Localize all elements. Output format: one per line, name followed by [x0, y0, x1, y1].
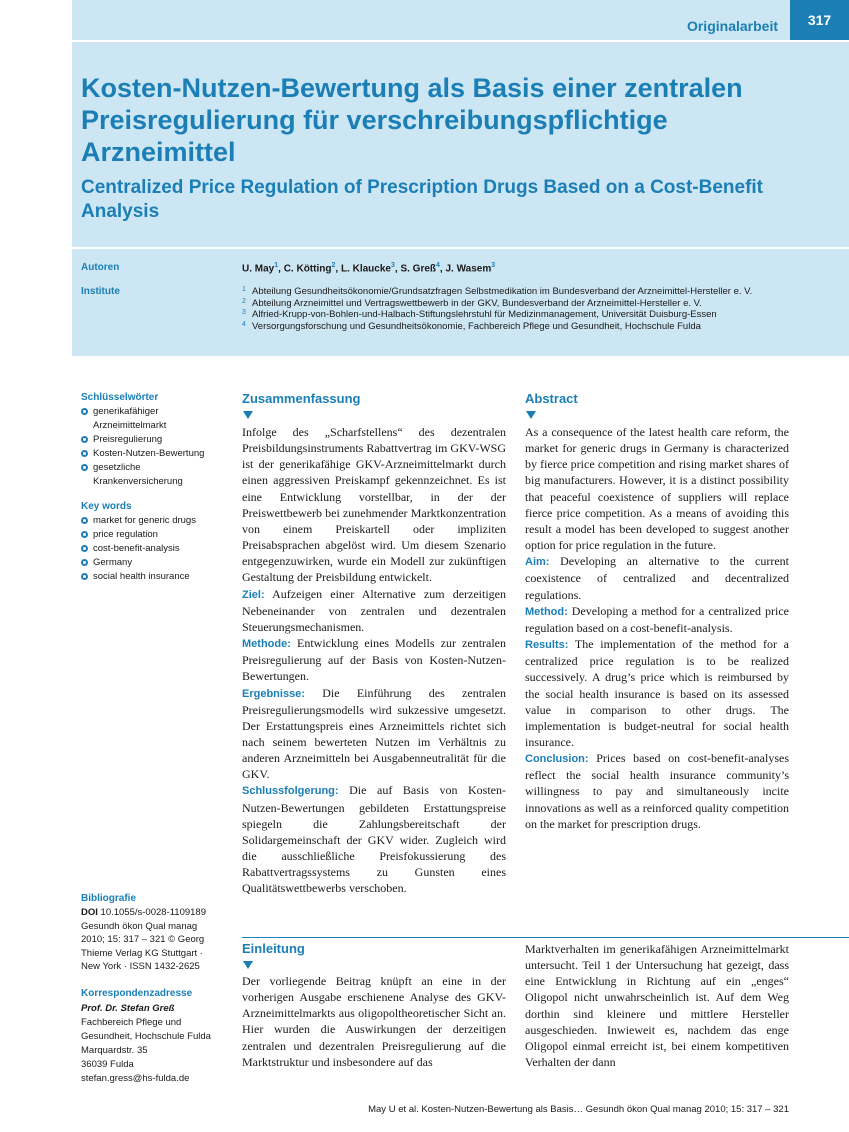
institute-text: Abteilung Arzneimittel und Vertragswettbewerb in der GKV, Bundesverband der Arzneimittel-Hersteller e. V. — [252, 297, 702, 309]
abstract-section-text: Die Einführung des zentralen Preisregulierungsmodells wird sukzessive umgesetzt. Der Erstattungspreis eines Arzneimittels richtet sich nach seinem bewerteten Nutzen im Verhältnis zu anderen Arzneimitteln bei Ausgabenneutralität für die GKV. — [242, 685, 507, 782]
bullet-icon — [81, 517, 88, 524]
article-title-german: Kosten-Nutzen-Bewertung als Basis einer zentralen Preisregulierung für verschreibungspflichtige Arzneimittel — [81, 73, 743, 167]
author-name: C. Kötting — [283, 263, 332, 275]
keyword-item — [81, 570, 226, 584]
bullet-icon — [81, 464, 88, 471]
author-separator: , — [394, 263, 401, 275]
keyword-text: Germany — [93, 557, 133, 568]
keyword-text: social health insurance — [93, 571, 190, 582]
abstract-section-label: Aim: — [525, 556, 550, 569]
keyword-text: Preisregulierung — [93, 434, 163, 445]
keyword-item — [81, 405, 226, 433]
keyword-item — [81, 528, 226, 542]
keyword-item — [81, 542, 226, 556]
bullet-icon — [81, 450, 88, 457]
doi-label: DOI — [81, 907, 98, 918]
abstract-section-label: Method: — [525, 605, 568, 618]
bibliography-line: 2010; 15: 317 – 321 © Georg — [81, 934, 205, 945]
bullet-icon — [81, 573, 88, 580]
abstract-section-text: Die auf Basis von Kosten-Nutzen-Bewertungen gebildeten Erstattungspreise spiegeln die Zahlungsbereitschaft der Solidargemeinschaft der GKV wider. Zugleich wird die ausschließliche Preisfokussierung des Rabattvertragssystems zu Gunsten eines Qualitätswettbewerbs verschoben. — [242, 783, 506, 896]
abstract-heading: Abstract — [525, 391, 578, 406]
correspondence-line: Gesundheit, Hochschule Fulda — [81, 1031, 211, 1042]
abstract-section — [525, 750, 789, 832]
header-divider — [72, 247, 849, 249]
keyword-item — [81, 514, 226, 528]
triangle-down-icon — [243, 961, 253, 969]
keyword-text: generikafähiger Arzneimittelmarkt — [93, 406, 167, 431]
author-separator: , — [278, 263, 284, 275]
doi-value: 10.1055/s-0028-1109189 — [100, 907, 207, 918]
author-separator: , — [439, 263, 446, 275]
authors-label: Autoren — [81, 262, 120, 273]
keywords-english-list — [81, 514, 226, 584]
abstract-intro: Infolge des „Scharfstellens“ des dezentralen Preisbildungsinstruments Rabattvertrag im GKV-WSG ist der generikafähige GKV-Arzneimittelmarkt durch einen aggressiven Preiskampf gekennzeichnet. Es ist eine Entwicklung vorstellbar, in der der Preiswettbewerb bei zunehmender Marktkonzentration von einem Preiskartell oder impliziten Preisabsprachen abgelöst wird. Um diesem Szenario entgegenzuwirken, wurde ein Modell zur zukünftigen Gestaltung der Preisbildung entwickelt. — [242, 425, 506, 585]
bibliography-line: Gesundh ökon Qual manag — [81, 920, 198, 932]
keyword-text: cost-benefit-analysis — [93, 543, 180, 554]
bullet-icon — [81, 559, 88, 566]
abstract-section-text: Prices based on cost-benefit-analyses reflect the social health insurance community’s willingness to pay and simultaneously incite innovations as well as a reinforced quality competition on the market for prescription drugs. — [525, 751, 789, 831]
institute-number: 1 — [242, 286, 246, 293]
body-paragraph: Marktverhalten im generikafähigen Arzneimittelmarkt untersucht. Teil 1 der Untersuchung hat gezeigt, dass eine Entwicklung in Richtung auf ein „enges“ Oligopol nicht unwahrscheinlich ist. Auf dem Weg dorthin sind kleinere und mittlere Hersteller ausgeschieden. Inwieweit es, nachdem das enge Oligopol einmal erreicht ist, bei einem kompetitiven Verhalten der dann — [525, 942, 789, 1070]
institute-item — [242, 286, 802, 298]
institutes-label: Institute — [81, 286, 120, 297]
keywords-english-heading: Key words — [81, 501, 132, 512]
einleitung-heading: Einleitung — [242, 941, 305, 956]
abstract-section — [242, 635, 506, 684]
abstract-section-label: Schlussfolgerung: — [242, 785, 339, 798]
institute-text: Abteilung Gesundheitsökonomie/Grundsatzfragen Selbstmedikation im Bundesverband der Arzneimittel-Hersteller e. V. — [252, 286, 753, 297]
abstract-section-text: Developing a method for a centralized price regulation based on a cost-benefit-analysis. — [525, 603, 789, 635]
author-list — [242, 262, 495, 274]
keyword-text: gesetzliche Krankenversicherung — [93, 462, 183, 487]
author-affiliation-number: 3 — [491, 262, 496, 269]
author-affiliation-number: 3 — [390, 262, 395, 269]
section-divider — [242, 937, 849, 938]
keywords-german-list — [81, 405, 226, 489]
institute-list — [242, 286, 802, 332]
page-footer: May U et al. Kosten-Nutzen-Bewertung als Basis… Gesundh ökon Qual manag 2010; 15: 317 – 321 — [368, 1104, 789, 1115]
abstract-section — [525, 603, 789, 636]
abstract-section-text: The implementation of the method for a centralized price regulation is to be realized successively. A drug’s price which is reimbursed by the social health insurance is based on its assessed value in comparison to other drugs. The implementation is budget-neutral for social health insurance. — [525, 637, 789, 749]
correspondence-name: Prof. Dr. Stefan Greß — [81, 1003, 175, 1014]
correspondence-line: Marquardstr. 35 — [81, 1045, 148, 1056]
zusammenfassung-body — [242, 424, 506, 897]
keyword-text: price regulation — [93, 529, 158, 540]
institute-number: 4 — [242, 320, 246, 328]
author-separator: , — [335, 263, 341, 275]
keyword-text: market for generic drugs — [93, 515, 196, 526]
article-title-english: Centralized Price Regulation of Prescription Drugs Based on a Cost-Benefit Analysis — [81, 177, 764, 222]
keyword-item — [81, 461, 226, 489]
page-number: 317 — [790, 0, 849, 40]
abstract-section — [242, 586, 506, 635]
triangle-down-icon — [243, 411, 253, 419]
header-divider — [72, 40, 849, 42]
abstract-section-text: Entwicklung eines Modells zur zentralen Preisregulierung auf der Basis von Kosten-Nutzen-Bewertungen. — [242, 636, 507, 684]
author-affiliation-number: 1 — [274, 262, 279, 269]
abstract-section-label: Methode: — [242, 638, 291, 651]
abstract-section-label: Conclusion: — [525, 753, 589, 766]
bullet-icon — [81, 436, 88, 443]
abstract-section-text: Aufzeigen einer Alternative zum derzeitigen Nebeneinander von zentralen und dezentralen Steuerungsmechanismen. — [242, 586, 506, 634]
bibliography-heading: Bibliografie — [81, 893, 137, 904]
author-name: J. Wasem — [445, 263, 492, 275]
triangle-down-icon — [526, 411, 536, 419]
bibliography-block — [81, 906, 231, 974]
abstract-intro: As a consequence of the latest health care reform, the market for generic drugs in Germany is characterized by fierce price competition and rising market shares of big manufacturers. However, it is a distinct possibility that peaceful coexistence of suppliers will replace fierce price competition. As a means of avoiding this result a model has been developed to suggest another option for price regulation in the future. — [525, 425, 789, 553]
correspondence-line: Fachbereich Pflege und — [81, 1017, 182, 1028]
keyword-item — [81, 447, 226, 461]
institute-number: 2 — [242, 297, 246, 305]
abstract-section — [242, 782, 506, 896]
author-name: S. Greß — [400, 263, 437, 275]
bibliography-line: New York · ISSN 1432-2625 — [81, 961, 200, 972]
author-affiliation-number: 4 — [436, 262, 440, 269]
body-paragraph: Der vorliegende Beitrag knüpft an eine in der vorherigen Ausgabe erschienene Analyse des GKV-Arzneimittelmarkts aus oligopoltheoretischer Sicht an. Hier wurden die Auswirkungen der derzeitigen zentralen und dezentralen Preisregulierung auf die Marktstruktur und insbesondere auf das — [242, 974, 506, 1069]
keyword-item — [81, 433, 226, 447]
abstract-section-label: Ergebnisse: — [242, 687, 305, 700]
institute-item — [242, 298, 802, 310]
institute-text: Versorgungsforschung und Gesundheitsökonomie, Fachbereich Pflege und Gesundheit, Hochschule Fulda — [252, 320, 701, 332]
abstract-section — [242, 685, 506, 783]
keyword-item — [81, 556, 226, 570]
bullet-icon — [81, 408, 88, 415]
abstract-section — [525, 553, 789, 602]
institute-item — [242, 321, 802, 333]
keywords-german-heading: Schlüsselwörter — [81, 392, 159, 403]
keyword-text: Kosten-Nutzen-Bewertung — [93, 448, 205, 459]
institute-text: Alfried-Krupp-von-Bohlen-und-Halbach-Stiftungslehrstuhl für Medizinmanagement, Universität Duisburg-Essen — [252, 309, 717, 320]
correspondence-heading: Korrespondenzadresse — [81, 988, 193, 999]
section-label: Originalarbeit — [686, 18, 778, 34]
abstract-section-text: Developing an alternative to the current coexistence of centralized and decentralized regulations. — [525, 554, 790, 602]
einleitung-right-column — [525, 941, 789, 1070]
institute-item — [242, 309, 802, 321]
correspondence-block — [81, 1002, 231, 1086]
abstract-body — [525, 424, 789, 832]
abstract-section — [525, 636, 789, 750]
bullet-icon — [81, 545, 88, 552]
correspondence-line: 36039 Fulda — [81, 1059, 134, 1070]
zusammenfassung-heading: Zusammenfassung — [242, 391, 361, 406]
correspondence-email: stefan.gress@hs-fulda.de — [81, 1073, 190, 1084]
abstract-section-label: Ziel: — [242, 588, 265, 601]
doi-line — [81, 906, 231, 920]
author-name: U. May — [242, 263, 275, 275]
bibliography-line: Thieme Verlag KG Stuttgart · — [81, 947, 203, 959]
author-name: L. Klaucke — [340, 263, 391, 275]
einleitung-left-column — [242, 973, 506, 1070]
bullet-icon — [81, 531, 88, 538]
institute-number: 3 — [242, 309, 246, 316]
abstract-section-label: Results: — [525, 639, 569, 652]
author-affiliation-number: 2 — [331, 262, 336, 269]
